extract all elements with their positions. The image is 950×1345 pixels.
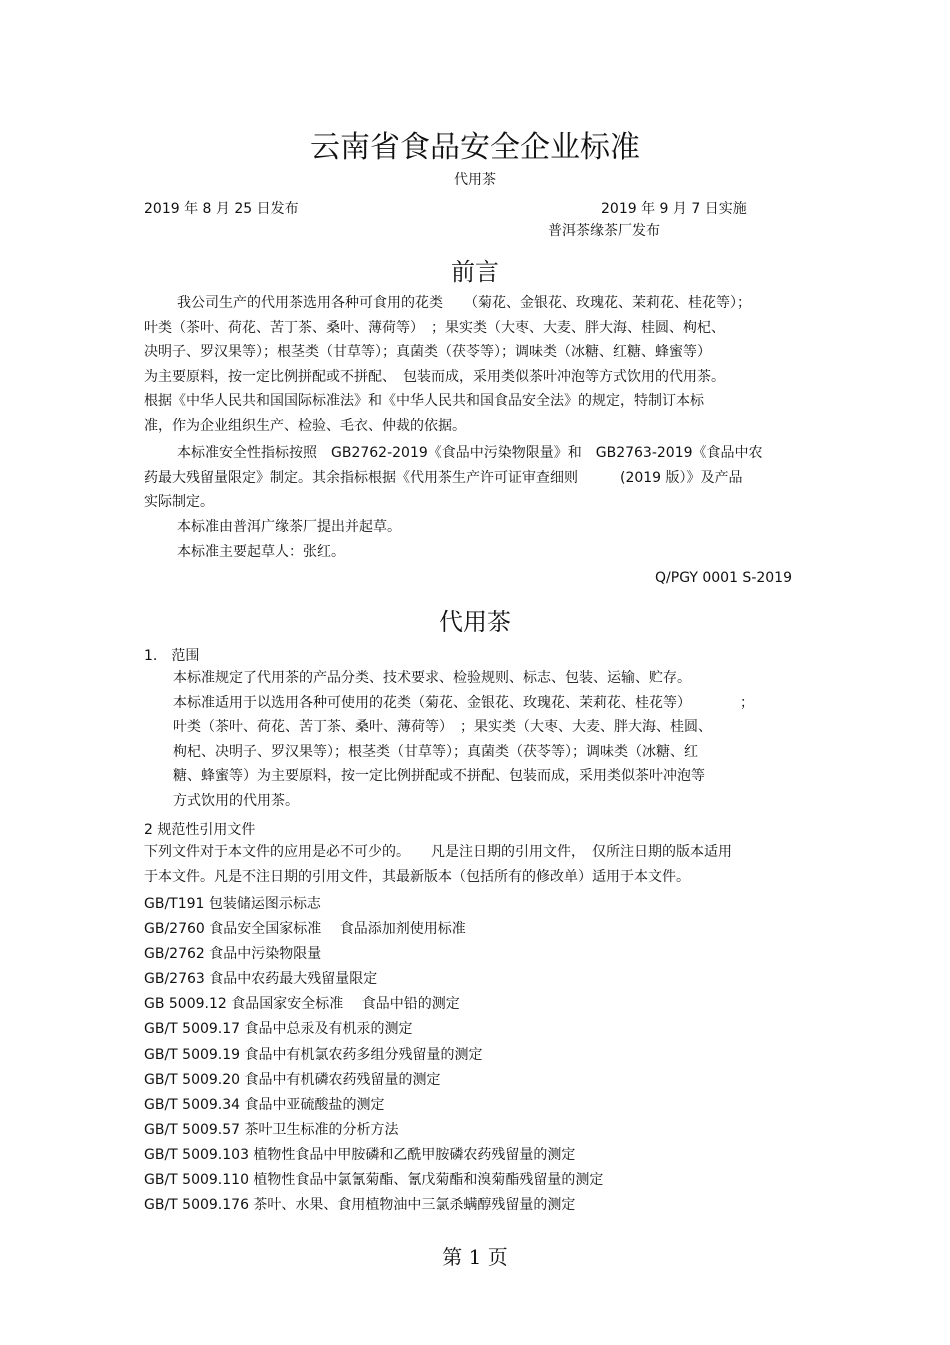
reference-item: GB/2760 食品安全国家标准 食品添加剂使用标准	[144, 921, 466, 938]
section-1-body	[173, 666, 803, 813]
scope-line: 糖、蜂蜜等）为主要原料，按一定比例拼配或不拼配、包装而成，采用类似茶叶冲泡等	[173, 768, 705, 784]
reference-item: GB/2762 食品中污染物限量	[144, 946, 322, 963]
preface-line: 我公司生产的代用茶选用各种可食用的花类 （菊花、金银花、玫瑰花、茉莉花、桂花等）；	[177, 295, 751, 311]
reference-item: GB/T 5009.57 茶叶卫生标准的分析方法	[144, 1121, 399, 1138]
scope-line: 枸杞、决明子、罗汉果等）；根茎类（甘草等）；真菌类（茯苓等）；调味类（冰糖、红	[173, 743, 698, 760]
section-1-heading: 1. 范围	[144, 648, 200, 664]
standard-code: Q/PGY 0001 S-2019	[655, 570, 792, 586]
issue-date: 2019 年 8 月 25 日发布	[144, 201, 299, 217]
reference-list	[144, 892, 603, 1218]
reference-item: GB/T191 包装储运图示标志	[144, 896, 321, 912]
reference-item: GB/T 5009.17 食品中总汞及有机汞的测定	[144, 1021, 413, 1038]
preface-heading: 前言	[451, 258, 499, 286]
scope-line: 本标准规定了代用茶的产品分类、技术要求、检验规则、标志、包装、运输、贮存。	[173, 670, 691, 686]
reference-item: GB/T 5009.20 食品中有机磷农药残留量的测定	[144, 1071, 441, 1088]
page-number: 第 1 页	[442, 1245, 508, 1269]
preface-paragraph-1	[144, 291, 804, 438]
scope-line: 方式饮用的代用茶。	[173, 792, 299, 809]
publisher: 普洱茶缘茶厂发布	[548, 223, 660, 239]
preface-line: 为主要原料，按一定比例拼配或不拼配、 包装而成，采用类似茶叶冲泡等方式饮用的代用茶。	[144, 368, 725, 385]
reference-item: GB/T 5009.110 植物性食品中氯氰菊酯、氰戊菊酯和溴菊酯残留量的测定	[144, 1172, 604, 1189]
intro-line: 于本文件。凡是不注日期的引用文件，其最新版本（包括所有的修改单）适用于本文件。	[144, 868, 690, 885]
preface-line: 根据《中华人民共和国国际标准法》和《中华人民共和国食品安全法》的规定，特制订本标	[144, 393, 704, 409]
preface-line: 准，作为企业组织生产、检验、毛衣、仲裁的依据。	[144, 417, 466, 434]
preface-line: 药最大残留量限定》制定。其余指标根据《代用茶生产许可证审查细则 (2019 版）》及产品	[144, 469, 743, 486]
reference-item: GB/T 5009.103 植物性食品中甲胺磷和乙酰甲胺磷农药残留量的测定	[144, 1146, 576, 1163]
preface-line: 实际制定。	[144, 494, 214, 510]
reference-item: GB/T 5009.34 食品中亚硫酸盐的测定	[144, 1096, 385, 1113]
reference-item: GB/T 5009.19 食品中有机氯农药多组分残留量的测定	[144, 1046, 483, 1063]
drafter-line: 本标准主要起草人：张红。	[177, 543, 345, 560]
main-heading: 代用茶	[439, 608, 511, 636]
proposer-line: 本标准由普洱广缘茶厂提出并起草。	[177, 519, 401, 535]
scope-line: 本标准适用于以选用各种可使用的花类（菊花、金银花、玫瑰花、茉莉花、桂花等） ；	[173, 694, 754, 711]
section-2-heading: 2 规范性引用文件	[144, 822, 256, 838]
document-title: 云南省食品安全企业标准	[310, 130, 640, 165]
scope-line: 叶类（茶叶、荷花、苦丁茶、桑叶、薄荷等） ；果实类（大枣、大麦、胖大海、桂圆、	[173, 719, 712, 735]
reference-item: GB 5009.12 食品国家安全标准 食品中铅的测定	[144, 996, 460, 1013]
preface-line: 本标准安全性指标按照 GB2762-2019《食品中污染物限量》和 GB2763-2019《食品中农	[177, 445, 763, 461]
document-subtitle: 代用茶	[454, 172, 496, 188]
preface-line: 叶类（茶叶、荷花、苦丁茶、桑叶、薄荷等） ；果实类（大枣、大麦、胖大海、桂圆、枸杞、	[144, 319, 725, 336]
intro-line: 下列文件对于本文件的应用是必不可少的。 凡是注日期的引用文件， 仅所注日期的版本适用	[144, 844, 732, 860]
preface-paragraph-2	[144, 441, 804, 515]
preface-line: 决明子、罗汉果等）；根茎类（甘草等）；真菌类（茯苓等）；调味类（冰糖、红糖、蜂蜜等）	[144, 344, 711, 360]
reference-item: GB/2763 食品中农药最大残留量限定	[144, 971, 378, 988]
preface-paragraph-3	[144, 515, 804, 564]
reference-item: GB/T 5009.176 茶叶、水果、食用植物油中三氯杀螨醇残留量的测定	[144, 1197, 576, 1214]
implementation-date: 2019 年 9 月 7 日实施	[601, 201, 747, 217]
section-2-intro	[144, 840, 804, 889]
